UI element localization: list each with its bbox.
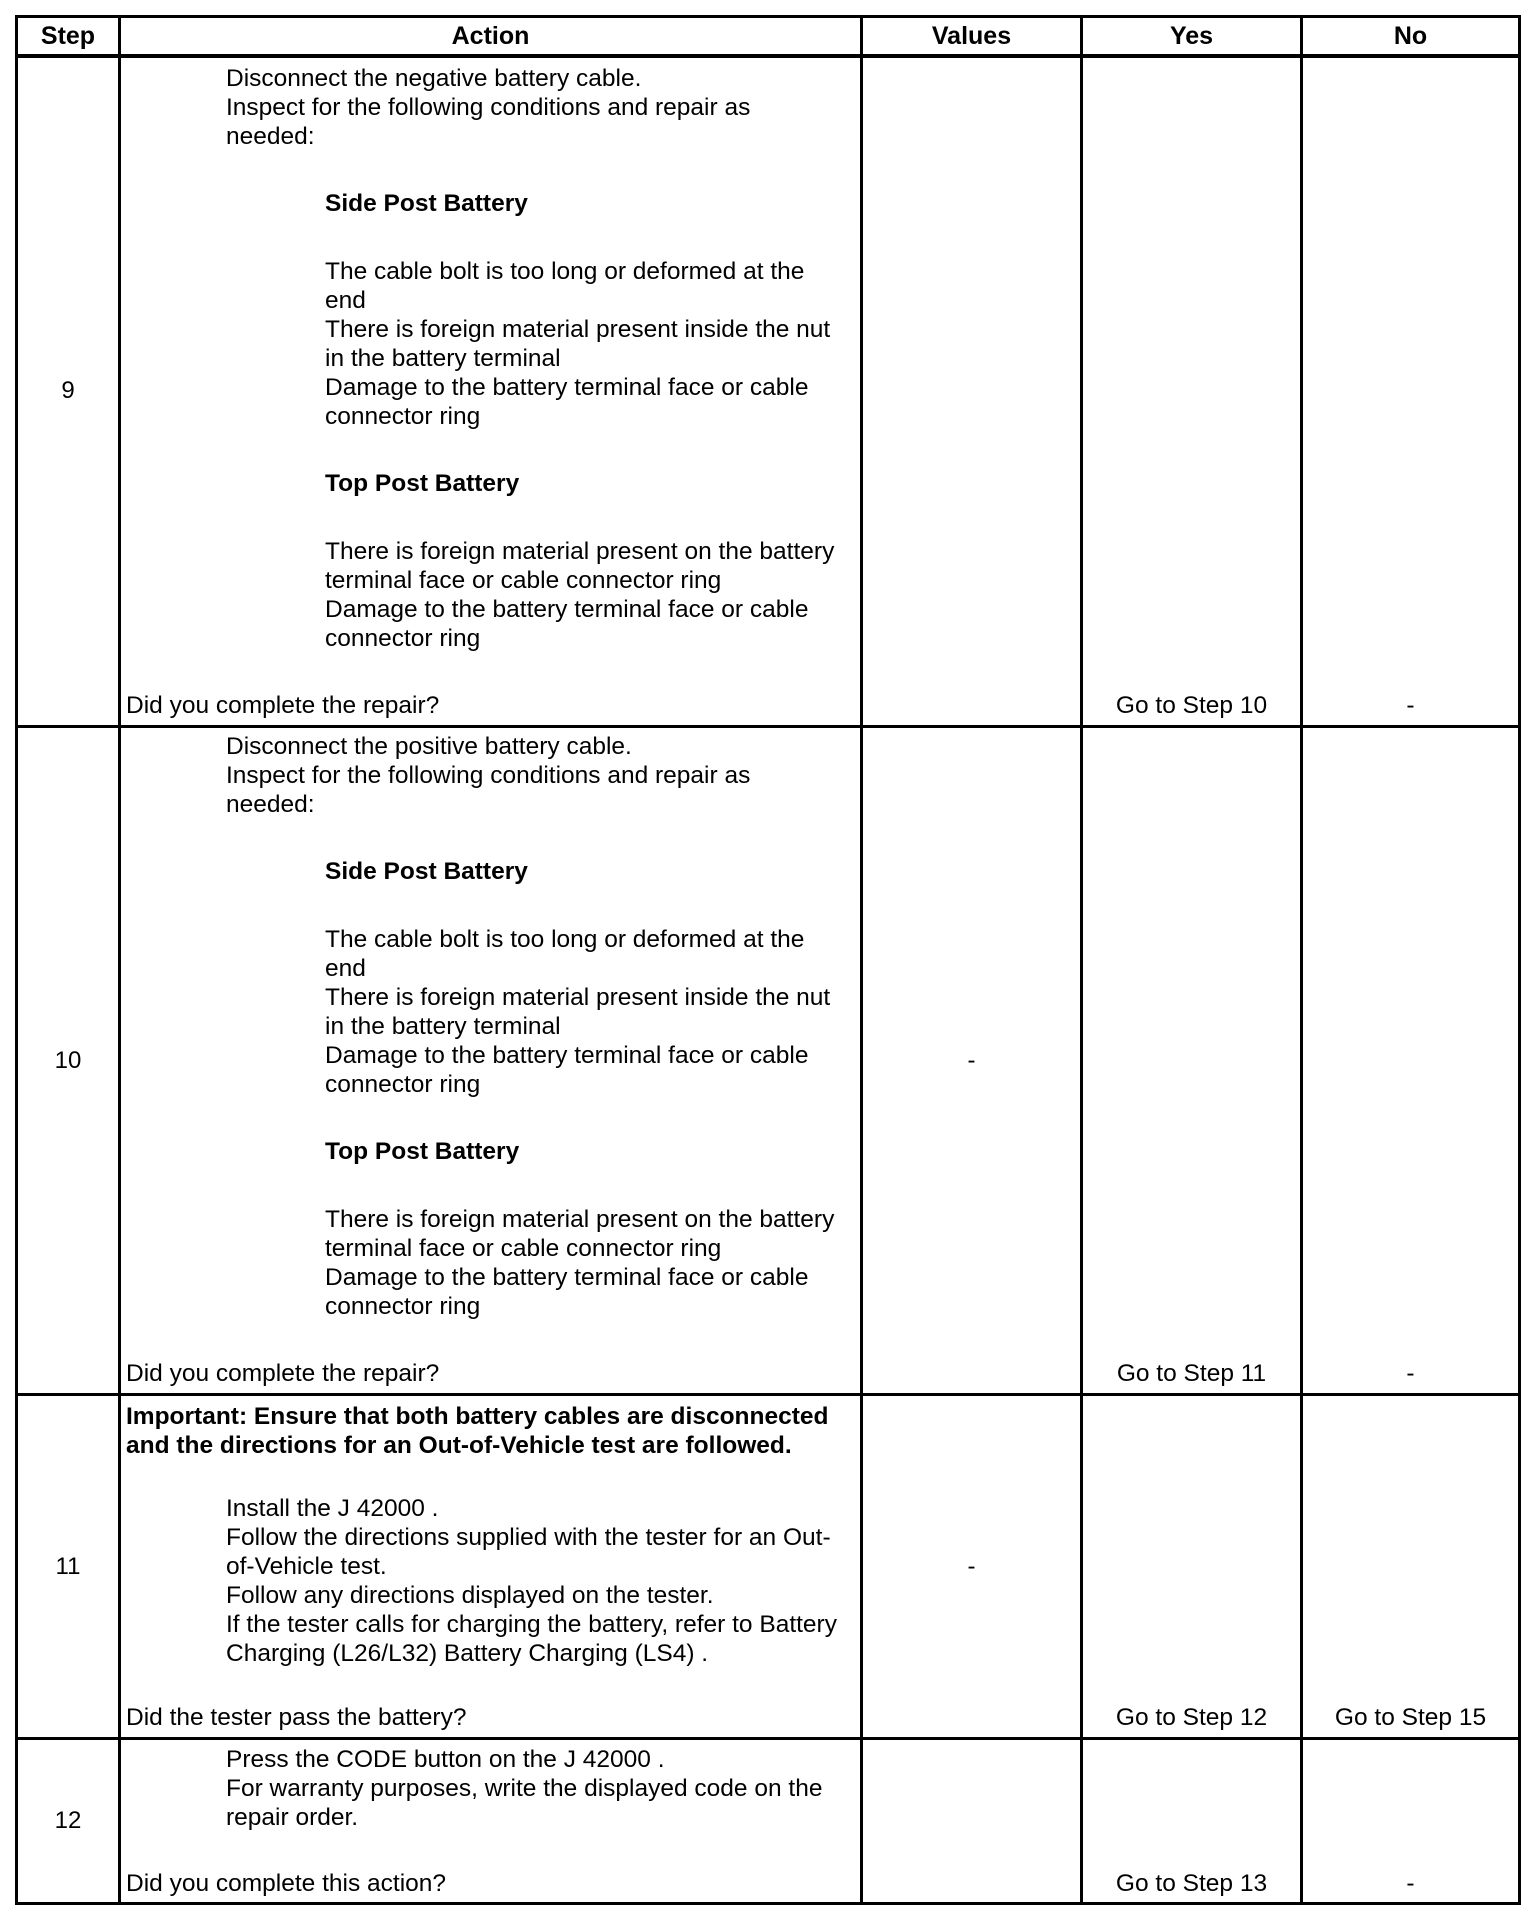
header-yes: Yes: [1169, 22, 1214, 50]
action-line: Press the CODE button on the J 42000 .: [226, 1746, 665, 1773]
action-line: There is foreign material present inside the nut: [325, 984, 831, 1011]
header-step: Step: [40, 22, 96, 50]
no-cell: -: [1406, 1360, 1415, 1387]
action-line: repair order.: [226, 1804, 359, 1831]
header-divider: [15, 54, 1521, 58]
action-line: Follow any directions displayed on the tester.: [226, 1582, 714, 1609]
step-number: 10: [54, 1046, 82, 1074]
action-line: Disconnect the positive battery cable.: [226, 733, 632, 760]
important-note: and the directions for an Out-of-Vehicle test are followed.: [126, 1432, 792, 1459]
step-number: 9: [61, 377, 75, 404]
row-divider: [15, 1737, 1521, 1740]
values-cell: [863, 57, 1080, 725]
question-text: Did you complete this action?: [126, 1870, 447, 1897]
action-line: Follow the directions supplied with the tester for an Out-: [226, 1524, 831, 1551]
action-line: needed:: [226, 791, 315, 818]
action-line: terminal face or cable connector ring: [325, 1235, 722, 1262]
question-text: Did you complete the repair?: [126, 1360, 440, 1387]
action-line: in the battery terminal: [325, 1013, 561, 1040]
row-divider: [15, 725, 1521, 728]
action-line: For warranty purposes, write the displayed code on the: [226, 1775, 823, 1802]
action-line: Install the J 42000 .: [226, 1495, 439, 1522]
header-values: Values: [931, 22, 1012, 50]
action-line: Inspect for the following conditions and repair as: [226, 762, 751, 789]
action-line: There is foreign material present on the battery: [325, 1206, 835, 1233]
row-divider: [15, 1393, 1521, 1396]
yes-cell: Go to Step 12: [1115, 1704, 1268, 1731]
section-heading: Top Post Battery: [325, 470, 520, 497]
section-heading: Side Post Battery: [325, 190, 528, 217]
action-line: Disconnect the negative battery cable.: [226, 65, 642, 92]
values-cell: -: [967, 1552, 976, 1580]
action-line: in the battery terminal: [325, 345, 561, 372]
header-action: Action: [451, 22, 530, 50]
action-line: Damage to the battery terminal face or cable: [325, 1264, 809, 1291]
action-line: The cable bolt is too long or deformed at the: [325, 926, 805, 953]
values-cell: -: [967, 1046, 976, 1074]
important-note: Important: Ensure that both battery cables are disconnected: [126, 1403, 829, 1430]
step-number: 12: [54, 1807, 82, 1834]
no-cell: -: [1406, 692, 1415, 719]
action-line: Damage to the battery terminal face or cable: [325, 374, 809, 401]
action-line: end: [325, 287, 366, 314]
question-text: Did you complete the repair?: [126, 692, 440, 719]
header-no: No: [1393, 22, 1428, 50]
action-line: Damage to the battery terminal face or cable: [325, 596, 809, 623]
action-line: of-Vehicle test.: [226, 1553, 387, 1580]
action-line: There is foreign material present on the battery: [325, 538, 835, 565]
step-number: 11: [55, 1552, 81, 1580]
action-line: needed:: [226, 123, 315, 150]
section-heading: Top Post Battery: [325, 1138, 520, 1165]
action-line: If the tester calls for charging the battery, refer to Battery: [226, 1611, 837, 1638]
yes-cell: Go to Step 10: [1115, 692, 1268, 719]
action-line: connector ring: [325, 403, 481, 430]
section-heading: Side Post Battery: [325, 858, 528, 885]
action-line: connector ring: [325, 625, 481, 652]
action-line: end: [325, 955, 366, 982]
column-divider: [118, 15, 121, 1905]
no-cell: -: [1406, 1870, 1415, 1897]
action-line: connector ring: [325, 1071, 481, 1098]
column-divider: [1300, 15, 1303, 1905]
values-cell: [863, 1740, 1080, 1902]
question-text: Did the tester pass the battery?: [126, 1704, 467, 1731]
yes-cell: Go to Step 11: [1116, 1360, 1267, 1387]
action-line: The cable bolt is too long or deformed at the: [325, 258, 805, 285]
action-line: Inspect for the following conditions and repair as: [226, 94, 751, 121]
action-line: terminal face or cable connector ring: [325, 567, 722, 594]
action-line: Damage to the battery terminal face or cable: [325, 1042, 809, 1069]
action-line: connector ring: [325, 1293, 481, 1320]
action-line: Charging (L26/L32) Battery Charging (LS4) .: [226, 1640, 709, 1667]
yes-cell: Go to Step 13: [1115, 1870, 1268, 1897]
no-cell: Go to Step 15: [1334, 1704, 1487, 1731]
action-line: There is foreign material present inside the nut: [325, 316, 831, 343]
column-divider: [1080, 15, 1083, 1905]
